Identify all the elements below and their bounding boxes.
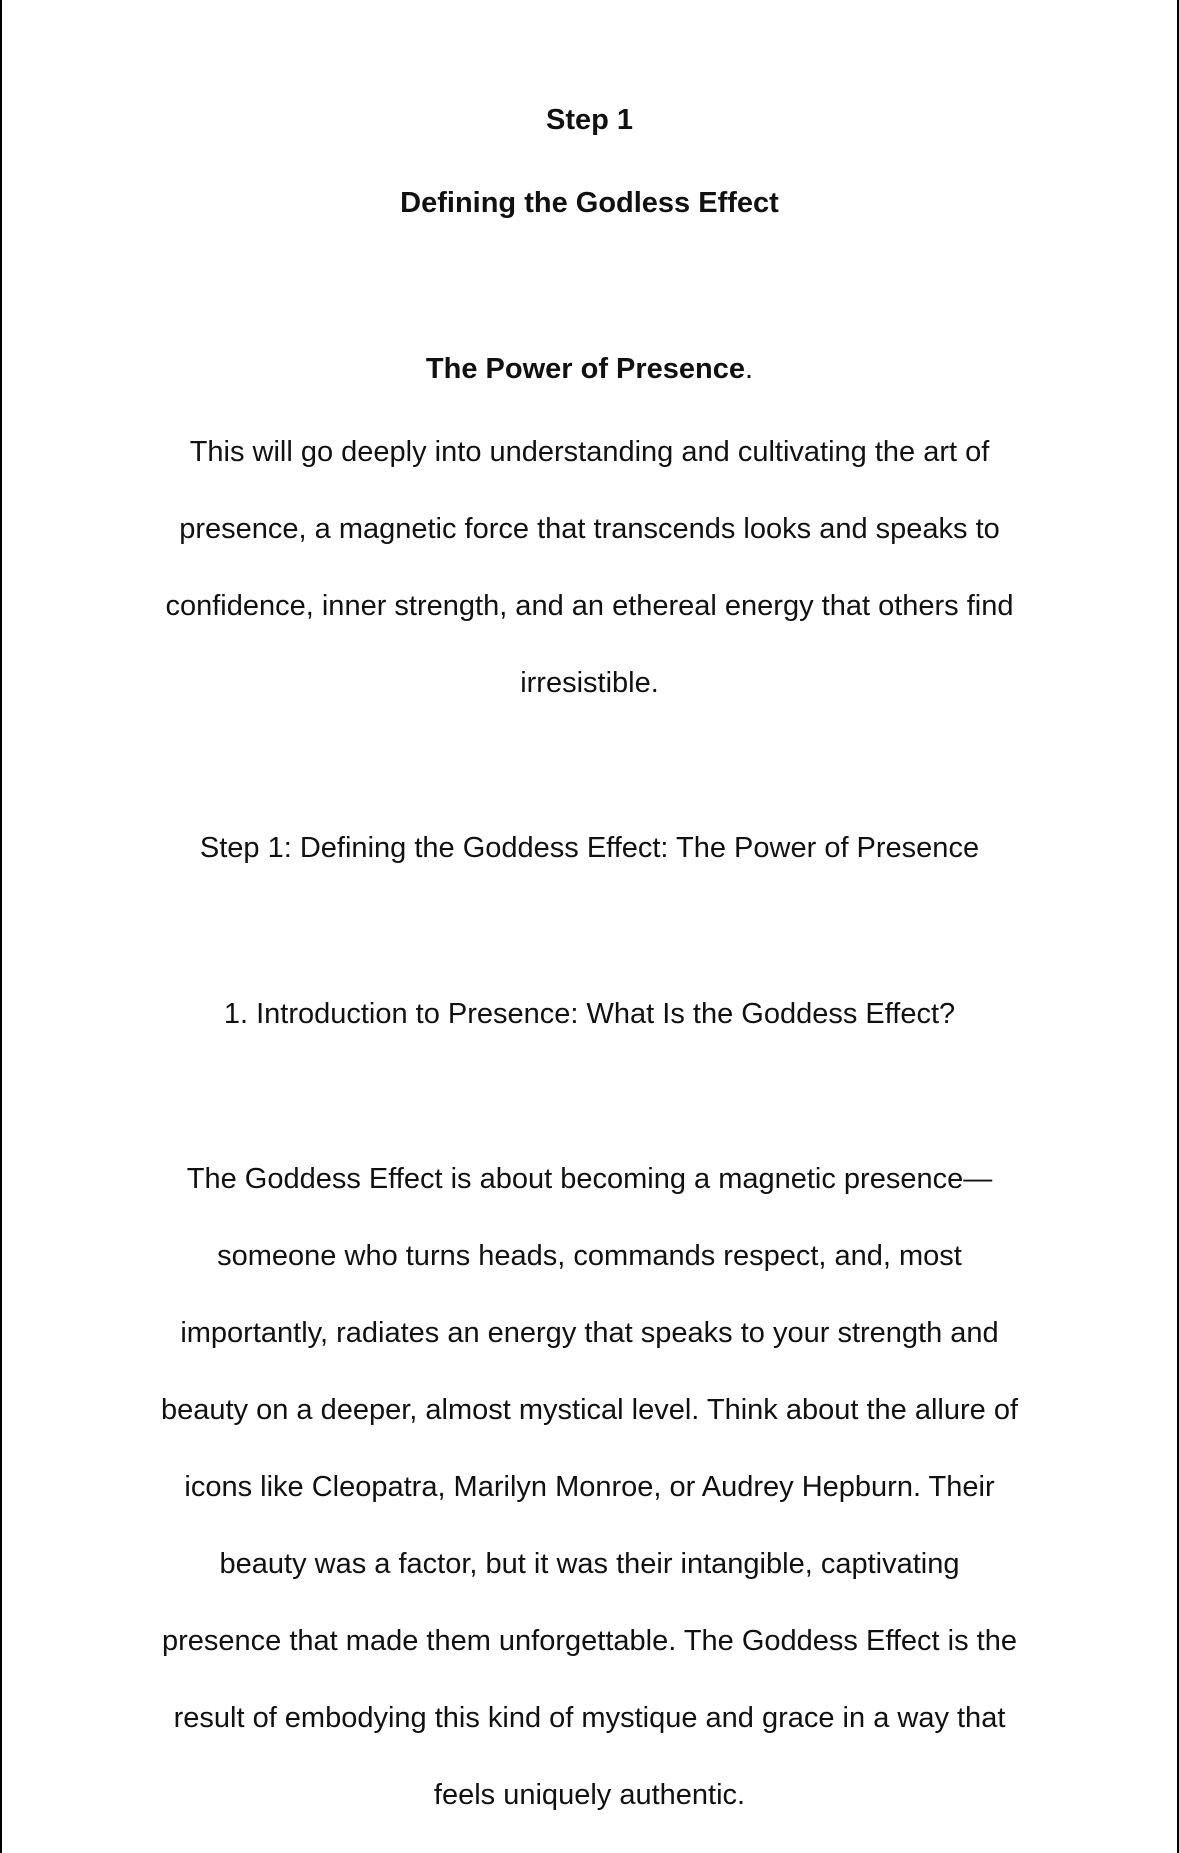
body-line: feels uniquely authentic. — [433, 1779, 746, 1811]
chapter-title: Defining the Godless Effect — [400, 187, 779, 219]
numbered-heading: 1. Introduction to Presence: What Is the Goddess Effect? — [223, 998, 956, 1030]
document-page — [2, 0, 1177, 1853]
body-line: beauty on a deeper, almost mystical level. Think about the allure of — [160, 1394, 1019, 1426]
body-line: result of embodying this kind of mystique and grace in a way that — [173, 1702, 1006, 1734]
intro-line: This will go deeply into understanding and cultivating the art of — [189, 436, 990, 468]
section-heading — [2, 349, 1177, 389]
step-label: Step 1 — [545, 104, 634, 136]
body-line: someone who turns heads, commands respect, and, most — [217, 1240, 962, 1272]
body-line: The Goddess Effect is about becoming a magnetic presence— — [186, 1163, 993, 1195]
body-line: importantly, radiates an energy that speaks to your strength and — [180, 1317, 999, 1349]
subtitle: Step 1: Defining the Goddess Effect: The Power of Presence — [199, 832, 980, 864]
section-heading-suffix: . — [745, 353, 754, 385]
intro-line: irresistible. — [520, 667, 659, 699]
intro-line: presence, a magnetic force that transcends looks and speaks to — [179, 513, 1000, 545]
intro-line: confidence, inner strength, and an ethereal energy that others find — [165, 590, 1014, 622]
section-heading-text: The Power of Presence — [425, 353, 746, 385]
body-line: beauty was a factor, but it was their intangible, captivating — [219, 1548, 960, 1580]
body-line: presence that made them unforgettable. The Goddess Effect is the — [162, 1625, 1017, 1657]
body-line: icons like Cleopatra, Marilyn Monroe, or Audrey Hepburn. Their — [184, 1471, 995, 1503]
